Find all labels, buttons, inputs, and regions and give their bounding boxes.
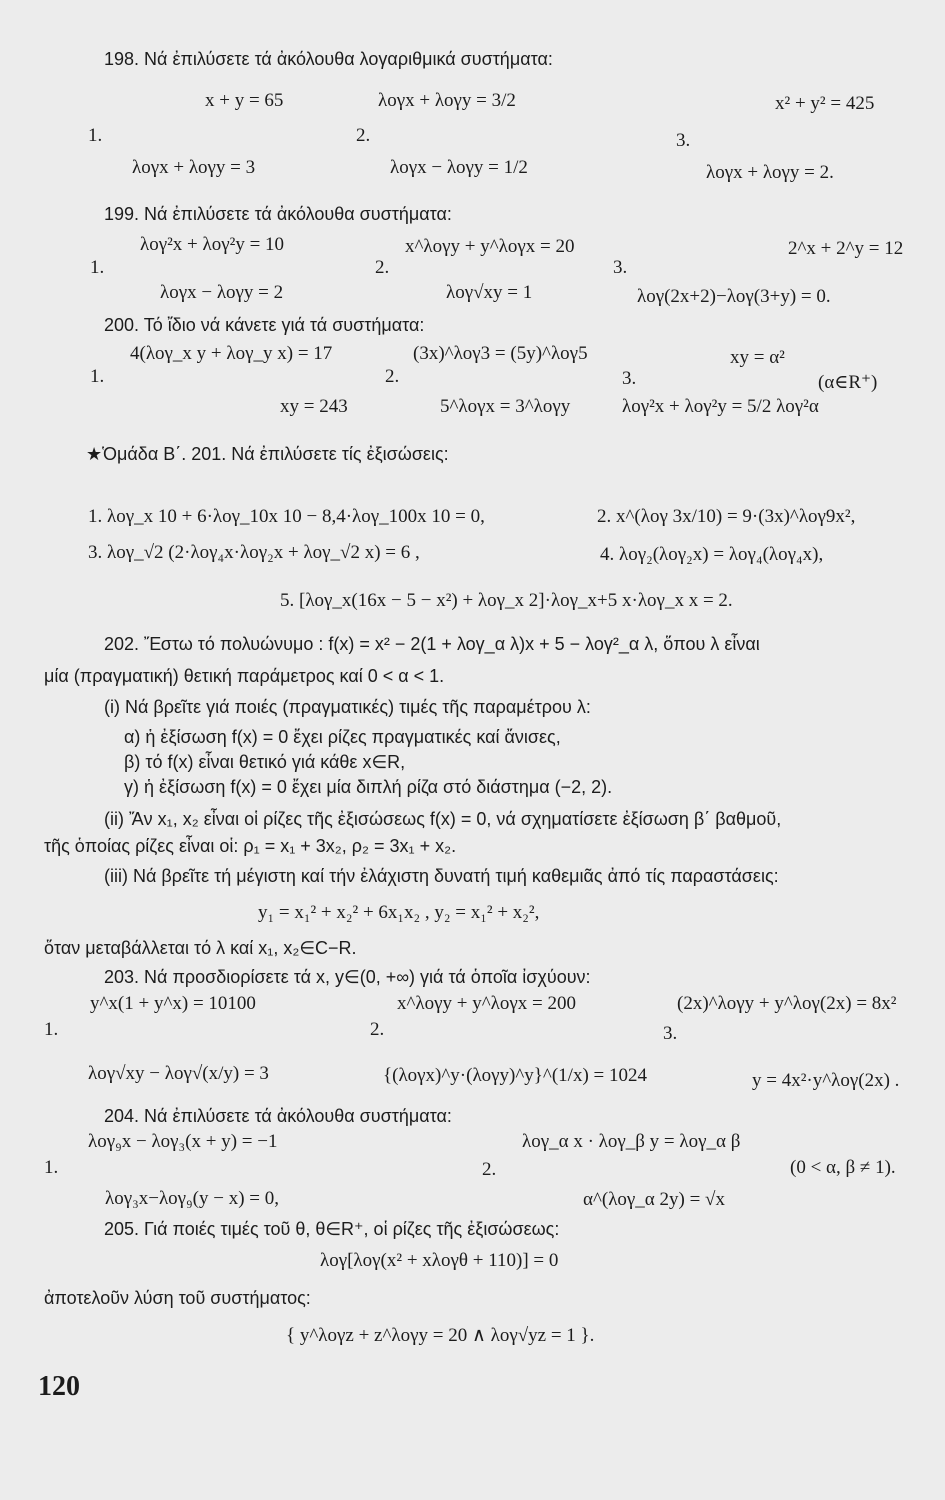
text-line: 2.: [482, 1159, 497, 1180]
text-line: λογ(2x+2)−λογ(3+y) = 0.: [637, 286, 831, 307]
text-line: 2.: [385, 366, 400, 387]
text-line: ἀποτελοῦν λύση τοῦ συστήματος:: [44, 1288, 311, 1308]
page-number: 120: [38, 1371, 80, 1402]
text-line: xy = 243: [280, 396, 348, 417]
text-line: (i) Νά βρεῖτε γιά ποιές (πραγματικές) τιμές τῆς παραμέτρου λ:: [104, 697, 591, 717]
text-line: x² + y² = 425: [775, 93, 875, 114]
text-line: λογ₃x−λογ₉(y − x) = 0,: [105, 1188, 280, 1209]
text-line: 4. λογ₂(λογ₂x) = λογ₄(λογ₄x),: [600, 544, 824, 565]
text-line: 5. [λογ_x(16x − 5 − x²) + λογ_x 2]·λογ_x+5 x·λογ_x x = 2.: [280, 590, 733, 611]
text-line: λογx + λογy = 3: [132, 157, 256, 178]
text-line: α) ἡ ἐξίσωση f(x) = 0 ἔχει ρίζες πραγματικές καί ἄνισες,: [124, 727, 561, 747]
text-line: 2.: [375, 257, 390, 278]
text-line: 2. x^(λογ 3x/10) = 9·(3x)^λογ9x²,: [597, 506, 856, 527]
text-line: λογx − λογy = 2: [160, 282, 284, 303]
text-line: α^(λογ_α 2y) = √x: [583, 1189, 725, 1210]
text-line: 3.: [663, 1023, 678, 1044]
text-line: τῆς ὁποίας ρίζες εἶναι οἱ: ρ₁ = x₁ + 3x₂, ρ₂ = 3x₁ + x₂.: [44, 836, 457, 856]
text-line: y^x(1 + y^x) = 10100: [90, 993, 256, 1014]
text-line: y₁ = x₁² + x₂² + 6x₁x₂ , y₂ = x₁² + x₂²,: [258, 902, 540, 923]
text-line: 1.: [90, 366, 105, 387]
text-line: 204. Νά ἐπιλύσετε τά ἀκόλουθα συστήματα:: [104, 1106, 452, 1126]
text-line: 3.: [613, 257, 628, 278]
text-line: λογ[λογ(x² + xλογθ + 110)] = 0: [320, 1250, 559, 1271]
text-line: 1.: [88, 125, 103, 146]
text-line: (3x)^λογ3 = (5y)^λογ5: [413, 343, 588, 364]
text-line: 202. Ἔστω τό πολυώνυμο : f(x) = x² − 2(1 + λογ_α λ)x + 5 − λογ²_α λ, ὅπου λ εἶναι: [104, 634, 760, 654]
text-line: 203. Νά προσδιορίσετε τά x, y∈(0, +∞) γιά τά ὁποῖα ἰσχύουν:: [104, 967, 591, 987]
text-line: λογ²x + λογ²y = 5/2 λογ²α: [622, 396, 819, 417]
text-line: 198. Νά ἐπιλύσετε τά ἀκόλουθα λογαριθμικά συστήματα:: [104, 49, 553, 69]
text-line: γ) ἡ ἐξίσωση f(x) = 0 ἔχει μία διπλή ρίζα στό διάστημα (−2, 2).: [124, 777, 613, 797]
text-line: 205. Γιά ποιές τιμές τοῦ θ, θ∈R⁺, οἱ ρίζες τῆς ἐξισώσεως:: [104, 1219, 560, 1239]
text-line: λογx + λογy = 3/2: [378, 90, 516, 111]
text-line: x + y = 65: [205, 90, 284, 111]
text-line: ★Ὁμάδα Β΄. 201. Νά ἐπιλύσετε τίς ἐξισώσεις:: [86, 444, 449, 464]
text-line: λογx + λογy = 2.: [706, 162, 834, 183]
text-line: x^λογy + y^λογx = 20: [405, 236, 575, 257]
text-line: λογ_α x · λογ_β y = λογ_α β: [522, 1131, 741, 1152]
text-line: β) τό f(x) εἶναι θετικό γιά κάθε x∈R,: [124, 752, 406, 772]
text-line: μία (πραγματική) θετική παράμετρος καί 0 < α < 1.: [44, 666, 445, 686]
text-line: 1.: [44, 1019, 59, 1040]
text-line: 2^x + 2^y = 12: [788, 238, 904, 259]
text-line: { y^λογz + z^λογy = 20 ∧ λογ√yz = 1 }.: [286, 1325, 595, 1346]
text-line: 1.: [44, 1157, 59, 1178]
text-line: 1.: [90, 257, 105, 278]
text-line: λογ√xy − λογ√(x/y) = 3: [88, 1063, 269, 1084]
text-line: 4(λογ_x y + λογ_y x) = 17: [130, 343, 333, 364]
text-line: λογ₉x − λογ₃(x + y) = −1: [88, 1131, 278, 1152]
text-line: (2x)^λογy + y^λογ(2x) = 8x²: [677, 993, 897, 1014]
text-line: (0 < α, β ≠ 1).: [790, 1157, 896, 1178]
text-line: 1. λογ_x 10 + 6·λογ_10x 10 − 8,4·λογ_100x 10 = 0,: [88, 506, 485, 527]
text-line: λογx − λογy = 1/2: [390, 157, 528, 178]
text-line: 2.: [356, 125, 371, 146]
text-line: (α∈R⁺): [818, 372, 878, 393]
text-line: 3. λογ_√2 (2·λογ₄x·λογ₂x + λογ_√2 x) = 6 ,: [88, 542, 420, 563]
text-line: 200. Τό ἴδιο νά κάνετε γιά τά συστήματα:: [104, 315, 425, 335]
text-line: 3.: [676, 130, 691, 151]
text-line: λογ√xy = 1: [446, 282, 533, 303]
text-line: (ii) Ἄν x₁, x₂ εἶναι οἱ ρίζες τῆς ἐξισώσεως f(x) = 0, νά σχηματίσετε ἐξίσωση β΄ βαθμοῦ,: [104, 809, 782, 829]
text-line: 199. Νά ἐπιλύσετε τά ἀκόλουθα συστήματα:: [104, 204, 452, 224]
text-line: xy = α²: [730, 347, 785, 368]
text-line: 3.: [622, 368, 637, 389]
text-line: y = 4x²·y^λογ(2x) .: [752, 1070, 900, 1091]
text-line: (iii) Νά βρεῖτε τή μέγιστη καί τήν ἐλάχιστη δυνατή τιμή καθεμιᾶς ἀπό τίς παραστάσεις:: [104, 866, 779, 886]
text-line: λογ²x + λογ²y = 10: [140, 234, 285, 255]
text-line: 5^λογx = 3^λογy: [440, 396, 571, 417]
text-line: 2.: [370, 1019, 385, 1040]
text-line: x^λογy + y^λογx = 200: [397, 993, 576, 1014]
text-line: {(λογx)^y·(λογy)^y}^(1/x) = 1024: [383, 1065, 647, 1086]
text-line: ὅταν μεταβάλλεται τό λ καί x₁, x₂∈C−R.: [44, 938, 357, 958]
